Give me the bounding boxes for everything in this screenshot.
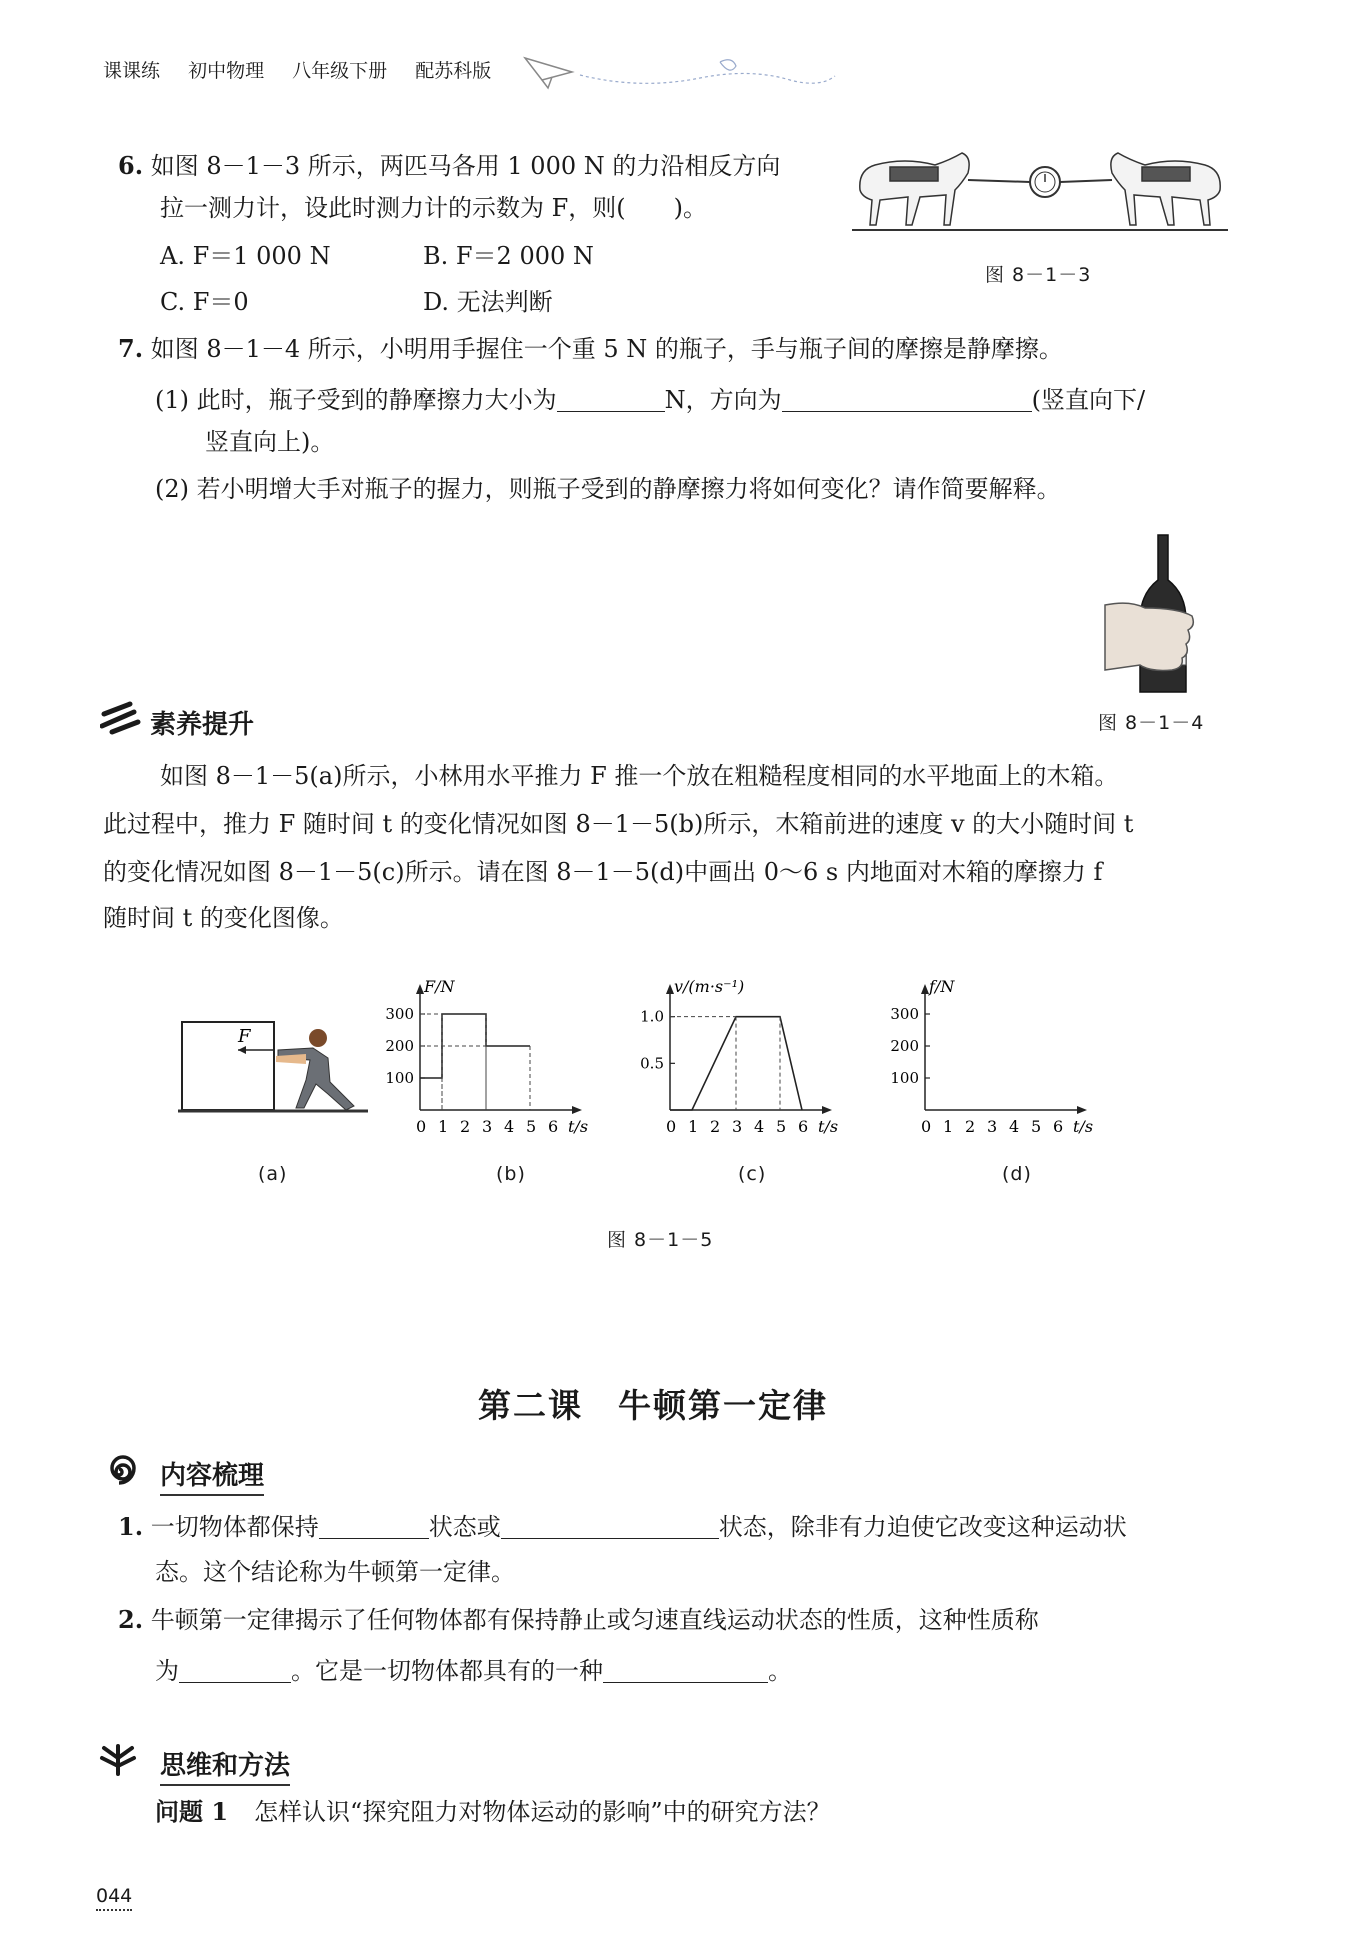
double-stroke-icon (100, 700, 142, 736)
chart-d-y-axis-arrow (921, 984, 929, 994)
question-1-label: 问题 1 (155, 1797, 229, 1826)
left-horse-illustration (860, 153, 969, 225)
chart-b-x-tick-4: 4 (504, 1117, 515, 1136)
q7-text1: 如图 8－1－4 所示，小明用手握住一个重 5 N 的瓶子，手与瓶子间的摩擦是静摩擦。 (150, 335, 1063, 363)
q6-option-b: B. F＝2 000 N (423, 242, 594, 270)
chart-d-y-label: f/N (929, 977, 955, 996)
question-1 (155, 1797, 831, 1826)
figure-8-1-5-caption: 图 8－1－5 (607, 1229, 714, 1251)
figure-8-1-4-caption: 图 8－1－4 (1098, 712, 1205, 734)
chart-d-y-tick-1: 200 (890, 1037, 919, 1055)
chart-d-x-tick-1: 1 (943, 1117, 954, 1136)
chart-c-x-tick-4: 4 (754, 1117, 765, 1136)
figure-label-b: (b) (496, 1163, 526, 1185)
section-title-method: 思维和方法 (160, 1745, 290, 1786)
chart-d-x-tick-5: 5 (1031, 1117, 1042, 1136)
chart-c-x-axis-arrow (822, 1106, 832, 1114)
figure-label-d: (d) (1002, 1163, 1032, 1185)
right-horse-illustration (1111, 153, 1220, 225)
paper-plane-decoration (520, 50, 840, 95)
section-title-content: 内容梳理 (160, 1455, 264, 1496)
chart-d-y-tick-0: 100 (890, 1069, 919, 1087)
chart-d-x-tick-3: 3 (987, 1117, 998, 1136)
chart-d-friction-time (880, 970, 1150, 1145)
content-item-2-c: 。它是一切物体都具有的一种 (291, 1657, 603, 1685)
chart-b-x-axis-arrow (572, 1106, 582, 1114)
problem-line4: 随时间 t 的变化图像。 (103, 904, 344, 932)
chart-c-velocity-time (625, 970, 880, 1145)
answer-blank-friction-size[interactable] (557, 385, 665, 412)
answer-blank-category[interactable] (603, 1656, 768, 1683)
q6-line2: 拉一测力计，设此时测力计的示数为 F，则( )。 (160, 194, 708, 222)
chart-d-x-unit: t/s (1073, 1117, 1094, 1136)
spring-balance-dial (1030, 167, 1060, 197)
chart-b-y-tick-0: 100 (385, 1069, 414, 1087)
chart-c-x-tick-5: 5 (776, 1117, 787, 1136)
chart-d-x-tick-2: 2 (965, 1117, 976, 1136)
header-edition: 配苏科版 (415, 60, 492, 82)
figure-label-c: (c) (738, 1163, 767, 1185)
q7-part1-c: (竖直向下/ (1031, 386, 1146, 414)
chart-b-y-axis-arrow (416, 984, 424, 994)
figure-8-1-3-caption: 图 8－1－3 (985, 264, 1092, 286)
chart-d-x-tick-6: 6 (1053, 1117, 1064, 1136)
chart-c-y-tick-1: 1.0 (640, 1007, 664, 1026)
chart-c-x-tick-0: 0 (666, 1117, 677, 1136)
problem-line3: 的变化情况如图 8－1－5(c)所示。请在图 8－1－5(d)中画出 0～6 s 内地面对木箱的摩擦力 f (103, 858, 1103, 886)
content-item-2-d: 。 (768, 1657, 792, 1685)
header-subject: 初中物理 (188, 60, 265, 82)
figure-a-pushing-crate (178, 1010, 378, 1130)
chart-b-force-time (375, 970, 625, 1145)
chart-b-x-tick-3: 3 (482, 1117, 493, 1136)
chart-c-x-tick-2: 2 (710, 1117, 721, 1136)
running-header (103, 56, 513, 83)
chart-b-x-unit: t/s (568, 1117, 589, 1136)
page-number: 044 (96, 1885, 132, 1911)
q7-part1-b: N，方向为 (664, 386, 782, 414)
chart-d-x-tick-4: 4 (1009, 1117, 1020, 1136)
answer-blank-state-2[interactable] (501, 1512, 719, 1539)
problem-line1: 如图 8－1－5(a)所示，小林用水平推力 F 推一个放在粗糙程度相同的水平地面上的木箱。 (160, 762, 1119, 790)
content-item-1-number: 1. (118, 1512, 144, 1541)
chart-c-y-tick-0: 0.5 (640, 1054, 664, 1073)
content-item-1-c: 状态，除非有力迫使它改变这种运动状 (718, 1513, 1127, 1541)
answer-blank-property[interactable] (179, 1656, 291, 1683)
problem-line2: 此过程中，推力 F 随时间 t 的变化情况如图 8－1－5(b)所示，木箱前进的速度 v 的大小随时间 t (103, 810, 1134, 838)
q7-part2: (2) 若小明增大手对瓶子的握力，则瓶子受到的静摩擦力将如何变化？请作简要解释。 (155, 475, 1061, 503)
figure-hand-holding-bottle (1100, 530, 1210, 700)
question-1-text: 怎样认识“探究阻力对物体运动的影响”中的研究方法？ (254, 1798, 831, 1826)
chart-c-y-axis-arrow (666, 984, 674, 994)
content-item-1-d: 态。这个结论称为牛顿第一定律。 (155, 1558, 515, 1586)
content-item-2-b: 为 (155, 1657, 179, 1685)
q6-text1: 如图 8－1－3 所示，两匹马各用 1 000 N 的力沿相反方向 (150, 152, 781, 180)
q7-part1-d: 竖直向上)。 (205, 428, 335, 456)
content-item-2-line1 (118, 1605, 1039, 1634)
figure-horses-spring-balance (850, 145, 1230, 235)
q6-line1 (118, 151, 781, 180)
chart-d-y-tick-2: 300 (890, 1005, 919, 1023)
chart-b-y-tick-1: 200 (385, 1037, 414, 1055)
q7-part1-line (155, 385, 1145, 412)
answer-blank-friction-direction[interactable] (782, 385, 1032, 412)
chart-b-y-label: F/N (424, 977, 455, 996)
chart-b-x-tick-6: 6 (548, 1117, 559, 1136)
header-grade: 八年级下册 (292, 60, 388, 82)
q7-line1 (118, 334, 1063, 363)
push-force-label: F (238, 1026, 251, 1047)
chart-b-y-tick-2: 300 (385, 1005, 414, 1023)
pushing-person-illustration (276, 1029, 354, 1110)
plant-sprout-icon (98, 1742, 138, 1776)
q6-number: 6. (118, 151, 144, 180)
chart-d-x-axis-arrow (1077, 1106, 1087, 1114)
q7-part1-a: (1) 此时，瓶子受到的静摩擦力大小为 (155, 386, 557, 414)
answer-blank-state-1[interactable] (319, 1512, 429, 1539)
chart-d-x-tick-0: 0 (921, 1117, 932, 1136)
content-item-1-line1 (118, 1512, 1127, 1539)
header-book: 课课练 (103, 60, 161, 82)
content-item-1-a: 一切物体都保持 (150, 1513, 319, 1541)
chart-c-x-unit: t/s (818, 1117, 839, 1136)
chart-b-x-tick-2: 2 (460, 1117, 471, 1136)
chart-b-x-tick-1: 1 (438, 1117, 449, 1136)
content-item-1-b: 状态或 (428, 1513, 501, 1541)
content-item-2-a: 牛顿第一定律揭示了任何物体都有保持静止或匀速直线运动状态的性质，这种性质称 (150, 1606, 1039, 1634)
content-item-2-line2 (155, 1656, 792, 1683)
content-item-2-number: 2. (118, 1605, 144, 1634)
chart-c-y-label: v/(m·s⁻¹) (674, 977, 745, 996)
chart-c-x-tick-1: 1 (688, 1117, 699, 1136)
section-title-suyang: 素养提升 (150, 710, 255, 740)
chart-b-x-tick-0: 0 (416, 1117, 427, 1136)
chart-c-x-tick-6: 6 (798, 1117, 809, 1136)
q6-option-a: A. F＝1 000 N (160, 242, 331, 270)
lesson-title: 第二课 牛顿第一定律 (478, 1386, 828, 1425)
q7-number: 7. (118, 334, 144, 363)
chart-c-x-tick-3: 3 (732, 1117, 743, 1136)
q6-option-c: C. F＝0 (160, 288, 249, 316)
spiral-icon (100, 1453, 138, 1491)
chart-b-x-tick-5: 5 (526, 1117, 537, 1136)
figure-label-a: (a) (258, 1163, 288, 1185)
q6-option-d: D. 无法判断 (423, 288, 553, 316)
